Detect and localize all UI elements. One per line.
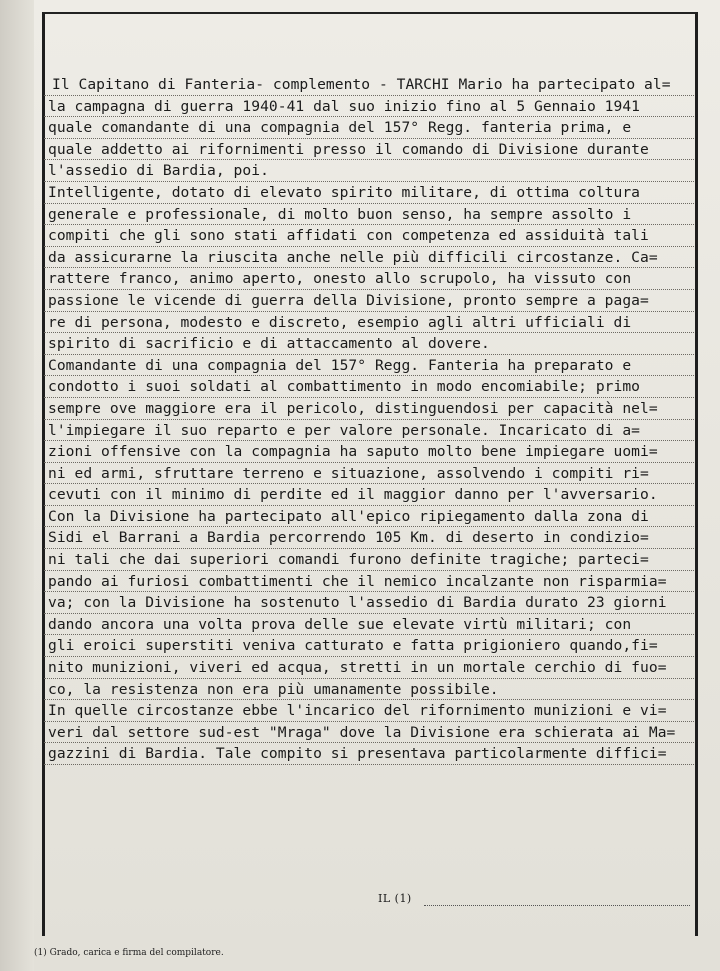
text-line: pando ai furiosi combattimenti che il nemico incalzante non risparmia=: [44, 571, 694, 593]
signature-line: [424, 905, 690, 906]
text-line: la campagna di guerra 1940-41 dal suo inizio fino al 5 Gennaio 1941: [44, 96, 694, 118]
text-line: quale addetto ai rifornimenti presso il comando di Divisione durante: [44, 139, 694, 161]
text-line: rattere franco, animo aperto, onesto allo scrupolo, ha vissuto con: [44, 268, 694, 290]
text-line: veri dal settore sud-est "Mraga" dove la Divisione era schierata ai Ma=: [44, 722, 694, 744]
text-line: nito munizioni, viveri ed acqua, stretti in un mortale cerchio di fuo=: [44, 657, 694, 679]
typed-text-body: [44, 74, 694, 765]
signature-marker: IL (1): [378, 892, 412, 905]
text-line: sempre ove maggiore era il pericolo, distinguendosi per capacità nel=: [44, 398, 694, 420]
text-line: gli eroici superstiti veniva catturato e fatta prigioniero quando,fi=: [44, 635, 694, 657]
text-line: Il Capitano di Fanteria- complemento - TARCHI Mario ha partecipato al=: [44, 74, 694, 96]
text-line: Sidi el Barrani a Bardia percorrendo 105 Km. di deserto in condizio=: [44, 527, 694, 549]
text-line: l'impiegare il suo reparto e per valore personale. Incaricato di a=: [44, 420, 694, 442]
text-line: gazzini di Bardia. Tale compito si presentava particolarmente diffici=: [44, 743, 694, 765]
text-line: condotto i suoi soldati al combattimento in modo encomiabile; primo: [44, 376, 694, 398]
text-line: quale comandante di una compagnia del 157° Regg. fanteria prima, e: [44, 117, 694, 139]
text-line: Con la Divisione ha partecipato all'epico ripiegamento dalla zona di: [44, 506, 694, 528]
text-line: dando ancora una volta prova delle sue elevate virtù militari; con: [44, 614, 694, 636]
text-line: compiti che gli sono stati affidati con competenza ed assiduità tali: [44, 225, 694, 247]
text-line: Intelligente, dotato di elevato spirito militare, di ottima coltura: [44, 182, 694, 204]
text-line: cevuti con il minimo di perdite ed il maggior danno per l'avversario.: [44, 484, 694, 506]
text-line: spirito di sacrificio e di attaccamento al dovere.: [44, 333, 694, 355]
text-line: generale e professionale, di molto buon senso, ha sempre assolto i: [44, 204, 694, 226]
text-line: ni ed armi, sfruttare terreno e situazione, assolvendo i compiti ri=: [44, 463, 694, 485]
text-line: zioni offensive con la compagnia ha saputo molto bene impiegare uomi=: [44, 441, 694, 463]
text-line: co, la resistenza non era più umanamente possibile.: [44, 679, 694, 701]
text-line: da assicurarne la riuscita anche nelle più difficili circostanze. Ca=: [44, 247, 694, 269]
text-line: In quelle circostanze ebbe l'incarico del rifornimento munizioni e vi=: [44, 700, 694, 722]
text-line: l'assedio di Bardia, poi.: [44, 160, 694, 182]
text-line: Comandante di una compagnia del 157° Regg. Fanteria ha preparato e: [44, 355, 694, 377]
text-line: passione le vicende di guerra della Divisione, pronto sempre a paga=: [44, 290, 694, 312]
page-shadow: [0, 0, 34, 971]
text-line: ni tali che dai superiori comandi furono definite tragiche; parteci=: [44, 549, 694, 571]
text-line: re di persona, modesto e discreto, esempio agli altri ufficiali di: [44, 312, 694, 334]
footnote: (1) Grado, carica e firma del compilatore.: [34, 948, 224, 958]
text-line: va; con la Divisione ha sostenuto l'assedio di Bardia durato 23 giorni: [44, 592, 694, 614]
